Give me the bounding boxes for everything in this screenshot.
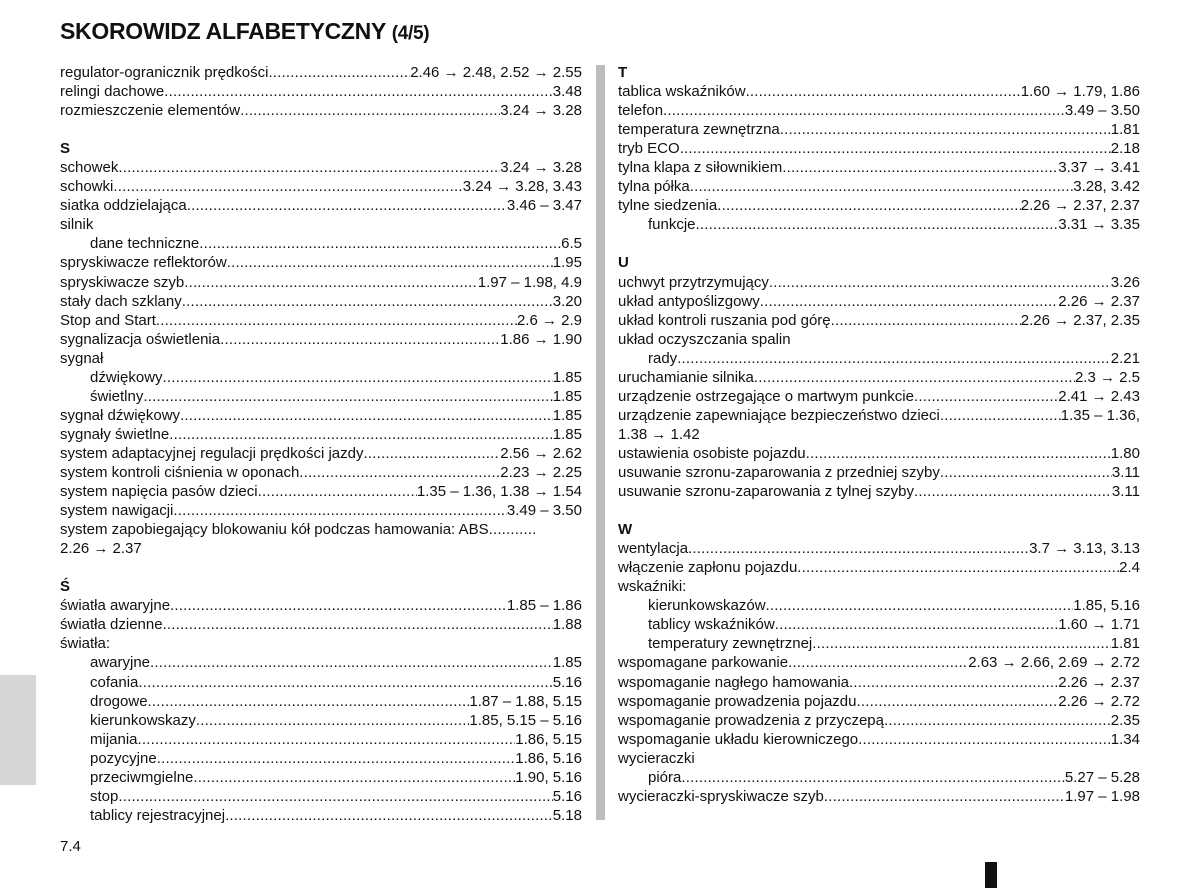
entry-label: sygnały świetlne [60,425,170,443]
index-entry [618,139,1140,158]
entry-pages: 1.85 [552,368,582,386]
index-column-right [618,63,1140,806]
dot-leader [258,482,417,501]
index-entry [618,596,1140,615]
entry-pages: 5.16 [552,673,582,691]
entry-pages: 1.88 [552,616,582,634]
dot-leader [940,406,1061,425]
entry-label: urządzenie ostrzegające o martwym punkcie [618,387,914,405]
title-main: SKOROWIDZ ALFABETYCZNY [60,18,386,44]
entry-label: Stop and Start [60,311,156,329]
index-entry [60,158,582,177]
entry-pages: 1.85 [552,654,582,672]
dot-leader [663,101,1065,120]
entry-label: sygnalizacja oświetlenia [60,330,221,348]
dot-leader [717,196,1021,215]
entry-label: stały dach szklany [60,292,182,310]
index-entry [60,101,582,120]
entry-pages: 3.20 [552,292,582,310]
index-entry [60,330,582,349]
index-entry [618,177,1140,196]
dot-leader [849,673,1058,692]
dot-leader [148,692,470,711]
dot-leader [199,234,561,253]
index-entry [618,311,1140,330]
dot-leader [169,425,553,444]
index-entry [618,730,1140,749]
dot-leader [760,292,1059,311]
entry-label: ustawienia osobiste pojazdu [618,444,806,462]
index-entry [618,82,1140,101]
entry-label: rady [648,349,678,367]
dot-leader [914,482,1112,501]
index-entry [618,463,1140,482]
dot-leader [857,692,1059,711]
entry-label: usuwanie szronu-zaparowania z przedniej szyby [618,463,940,481]
entry-pages: 3.24 → 3.28 [500,159,582,177]
index-entry [618,615,1140,634]
entry-pages: 3.31 → 3.35 [1058,216,1140,234]
dot-leader [187,196,507,215]
entry-label: drogowe [90,692,148,710]
entry-pages: 1.60 → 1.71 [1058,616,1140,634]
index-heading: układ oczyszczania spalin [618,330,791,348]
entry-label: wentylacja [618,540,689,558]
entry-pages: 2.46 → 2.48, 2.52 → 2.55 [410,64,582,81]
entry-label: awaryjne [90,654,151,672]
index-entry [618,158,1140,177]
dot-leader [150,653,553,672]
index-entry [60,406,582,425]
index-entry [618,292,1140,311]
entry-label: pióra [648,768,682,786]
index-entry [618,539,1140,558]
dot-leader [824,787,1065,806]
index-heading: sygnał [60,349,104,367]
entry-label: świetlny [90,387,144,405]
entry-label: system nawigacji [60,502,174,520]
section-letter: S [60,140,71,158]
index-entry [60,482,582,501]
blank-line [60,120,582,139]
entry-label: regulator-ogranicznik prędkości [60,64,269,81]
entry-pages: 2.56 → 2.62 [500,444,582,462]
index-entry [60,673,582,692]
blank-line [60,558,582,577]
entry-label: spryskiwacze reflektorów [60,254,227,272]
entry-label: tablica wskaźników [618,83,746,101]
index-entry [60,711,582,730]
index-entry [618,653,1140,672]
title-part: (4/5) [391,23,430,44]
entry-pages: 3.37 → 3.41 [1058,159,1140,177]
dot-leader [766,596,1074,615]
index-heading: wskaźniki: [618,578,687,596]
entry-pages: 5.18 [552,806,582,824]
entry-pages: 1.86 → 1.90 [500,330,582,348]
entry-pages: 5.27 – 5.28 [1064,768,1140,786]
index-entry [618,787,1140,806]
entry-label: schowki [60,178,114,196]
entry-pages: 3.11 [1111,483,1140,501]
index-heading: 1.38 → 1.42 [618,425,700,443]
entry-pages: 2.26 → 2.72 [1058,692,1140,710]
index-entry [60,749,582,768]
entry-label: sygnał dźwiękowy [60,406,181,424]
dot-leader [780,120,1111,139]
index-entry [618,387,1140,406]
dot-leader [806,444,1111,463]
dot-leader [193,768,515,787]
entry-pages: 1.97 – 1.98 [1064,787,1140,805]
index-entry [618,120,1140,139]
dot-leader [225,806,553,825]
index-heading: 2.26 → 2.37 [60,540,142,558]
section-letter: W [618,521,633,539]
dot-leader [138,673,552,692]
entry-pages: 2.26 → 2.37 [1058,673,1140,691]
entry-pages: 2.23 → 2.25 [500,463,582,481]
entry-pages: 2.63 → 2.66, 2.69 → 2.72 [968,654,1140,672]
entry-pages: 3.24 → 3.28, 3.43 [462,178,582,196]
dot-leader [681,768,1065,787]
dot-leader [797,558,1119,577]
entry-label: schowek [60,159,119,177]
entry-pages: 1.97 – 1.98, 4.9 [477,273,582,291]
entry-label: światła awaryjne [60,597,171,615]
dot-leader [677,349,1111,368]
dot-leader [182,292,553,311]
entry-label: system adaptacyjnej regulacji prędkości jazdy [60,444,364,462]
entry-pages: 3.26 [1110,273,1140,291]
section-letter: U [618,254,629,272]
index-entry [60,273,582,292]
entry-pages: 1.80 [1110,444,1140,462]
blank-line [618,234,1140,253]
entry-pages: 2.26 → 2.37 [1058,292,1140,310]
entry-pages: 2.41 → 2.43 [1058,387,1140,405]
entry-label: wycieraczki-spryskiwacze szyb [618,787,824,805]
entry-pages: 1.81 [1110,635,1140,653]
page-title [60,18,429,45]
entry-pages: 1.35 – 1.36, [1060,406,1140,424]
index-entry [60,177,582,196]
index-column-left [60,63,582,825]
entry-pages: 1.95 [552,254,582,272]
entry-label: system kontroli ciśnienia w oponach [60,463,300,481]
entry-label: mijania [90,730,138,748]
entry-pages: 1.85 – 1.86 [506,597,582,615]
entry-pages: 2.21 [1110,349,1140,367]
entry-label: urządzenie zapewniające bezpieczeństwo dzieci [618,406,940,424]
dot-leader [680,139,1111,158]
index-heading: silnik [60,216,94,234]
entry-label: spryskiwacze szyb [60,273,185,291]
entry-label: tylne siedzenia [618,197,718,215]
entry-pages: 3.49 – 3.50 [506,502,582,520]
index-entry [618,368,1140,387]
index-entry [618,482,1140,501]
index-entry [60,368,582,387]
dot-leader [118,158,500,177]
entry-label: wspomaganie prowadzenia z przyczepą [618,711,884,729]
index-entry [618,406,1140,425]
index-entry [60,311,582,330]
dot-leader [170,596,507,615]
dot-leader [163,368,553,387]
index-entry [60,63,582,82]
entry-pages: 3.49 – 3.50 [1064,102,1140,120]
entry-pages: 1.85 [552,425,582,443]
entry-pages: 3.46 – 3.47 [506,197,582,215]
chapter-tab [0,675,36,785]
dot-leader [782,158,1058,177]
dot-leader [754,368,1075,387]
dot-leader [769,273,1111,292]
index-entry [60,787,582,806]
entry-pages: 6.5 [561,235,582,253]
dot-leader [831,311,1021,330]
dot-leader [173,501,507,520]
index-entry [618,101,1140,120]
entry-label: dźwiękowy [90,368,163,386]
dot-leader [299,463,500,482]
dot-leader [113,177,462,196]
entry-label: wspomagane parkowanie [618,654,789,672]
entry-pages: 3.48 [552,83,582,101]
index-entry [618,349,1140,368]
entry-label: stop [90,787,119,805]
dot-leader [227,253,553,272]
dot-leader [156,311,517,330]
index-entry [60,615,582,634]
entry-label: wspomaganie układu kierowniczego [618,730,859,748]
index-heading: wycieraczki [618,749,695,767]
dot-leader [363,444,500,463]
dot-leader [914,387,1058,406]
entry-pages: 3.11 [1111,463,1140,481]
dot-leader [196,711,470,730]
dot-leader [775,615,1059,634]
dot-leader [940,463,1112,482]
index-entry [60,692,582,711]
entry-label: pozycyjne [90,749,157,767]
index-entry [60,520,582,539]
column-divider-bar [596,65,605,820]
index-entry [618,444,1140,463]
entry-label: tablicy wskaźników [648,616,775,634]
entry-pages: 3.28, 3.42 [1073,178,1140,196]
entry-label: wspomaganie prowadzenia pojazdu [618,692,857,710]
entry-pages: 1.86, 5.15 [515,730,582,748]
entry-label: temperatura zewnętrzna [618,121,780,139]
entry-pages: 2.35 [1110,711,1140,729]
entry-pages: 1.85, 5.16 [1073,597,1140,615]
entry-label: układ antypoślizgowy [618,292,760,310]
index-entry [60,292,582,311]
entry-label: relingi dachowe [60,83,165,101]
dot-leader [220,330,500,349]
index-entry [60,806,582,825]
entry-pages: 2.3 → 2.5 [1074,368,1140,386]
dot-leader [746,82,1021,101]
index-entry [60,444,582,463]
index-entry [60,768,582,787]
dot-leader [164,82,553,101]
entry-label: temperatury zewnętrznej [648,635,813,653]
entry-label: siatka oddzielająca [60,197,187,215]
entry-label: tylna klapa z siłownikiem [618,159,783,177]
entry-label: światła dzienne [60,616,163,634]
entry-label: usuwanie szronu-zaparowania z tylnej szyby [618,483,914,501]
dot-leader [858,730,1111,749]
index-entry [60,653,582,672]
index-entry [618,215,1140,234]
entry-label: układ kontroli ruszania pod górę [618,311,831,329]
index-entry [60,253,582,272]
entry-pages: 1.85 [552,406,582,424]
dot-leader [184,273,478,292]
entry-label: tryb ECO [618,140,680,158]
index-entry [618,673,1140,692]
entry-pages: 2.26 → 2.37, 2.37 [1020,197,1140,215]
dot-leader [489,520,535,539]
entry-pages: 2.6 → 2.9 [516,311,582,329]
index-entry [618,768,1140,787]
index-entry [60,82,582,101]
entry-label: system napięcia pasów dzieci [60,483,258,501]
index-entry [618,711,1140,730]
entry-pages: 1.87 – 1.88, 5.15 [469,692,582,710]
entry-label: kierunkowskazów [648,597,766,615]
index-entry [60,196,582,215]
entry-label: włączenie zapłonu pojazdu [618,559,798,577]
entry-pages: 1.35 – 1.36, 1.38 → 1.54 [416,483,582,501]
page-number: 7.4 [60,838,81,855]
index-entry [60,730,582,749]
entry-label: wspomaganie nagłego hamowania [618,673,849,691]
entry-label: system zapobiegający blokowaniu kół podczas hamowania: ABS [60,521,489,539]
index-entry [60,596,582,615]
index-entry [618,558,1140,577]
index-entry [60,501,582,520]
entry-pages: 1.85 [552,387,582,405]
dot-leader [696,215,1059,234]
entry-label: kierunkowskazy [90,711,196,729]
entry-label: tablicy rejestracyjnej [90,806,226,824]
index-entry [60,463,582,482]
entry-pages: 1.34 [1110,730,1140,748]
entry-label: przeciwmgielne [90,768,194,786]
entry-label: funkcje [648,216,696,234]
dot-leader [143,387,552,406]
dot-leader [157,749,516,768]
index-heading: światła: [60,635,111,653]
entry-pages: 2.4 [1119,559,1140,577]
index-entry [60,425,582,444]
index-entry [60,387,582,406]
index-entry [618,692,1140,711]
entry-pages: 1.90, 5.16 [515,768,582,786]
entry-pages: 5.16 [552,787,582,805]
dot-leader [240,101,500,120]
dot-leader [788,653,968,672]
entry-pages: 3.7 → 3.13, 3.13 [1029,540,1140,558]
dot-leader [163,615,553,634]
entry-pages: 1.81 [1110,121,1140,139]
dot-leader [812,634,1111,653]
section-letter: Ś [60,578,71,596]
dot-leader [884,711,1111,730]
dot-leader [690,177,1074,196]
dot-leader [180,406,553,425]
entry-pages: 1.85, 5.15 – 5.16 [469,711,582,729]
entry-pages: 1.60 → 1.79, 1.86 [1020,83,1140,101]
dot-leader [118,787,552,806]
dot-leader [138,730,516,749]
entry-label: uchwyt przytrzymujący [618,273,769,291]
entry-label: telefon [618,102,664,120]
entry-label: cofania [90,673,139,691]
index-entry [618,273,1140,292]
entry-pages: 2.18 [1110,140,1140,158]
blank-line [618,501,1140,520]
entry-label: dane techniczne [90,235,200,253]
print-mark [985,862,997,888]
entry-label: tylna półka [618,178,690,196]
index-entry [618,196,1140,215]
dot-leader [688,539,1029,558]
index-entry [618,634,1140,653]
dot-leader [268,63,410,82]
index-entry [60,234,582,253]
entry-label: rozmieszczenie elementów [60,102,241,120]
entry-label: uruchamianie silnika [618,368,754,386]
entry-pages: 1.86, 5.16 [515,749,582,767]
entry-pages: 3.24 → 3.28 [500,102,582,120]
section-letter: T [618,64,628,81]
entry-pages: 2.26 → 2.37, 2.35 [1020,311,1140,329]
